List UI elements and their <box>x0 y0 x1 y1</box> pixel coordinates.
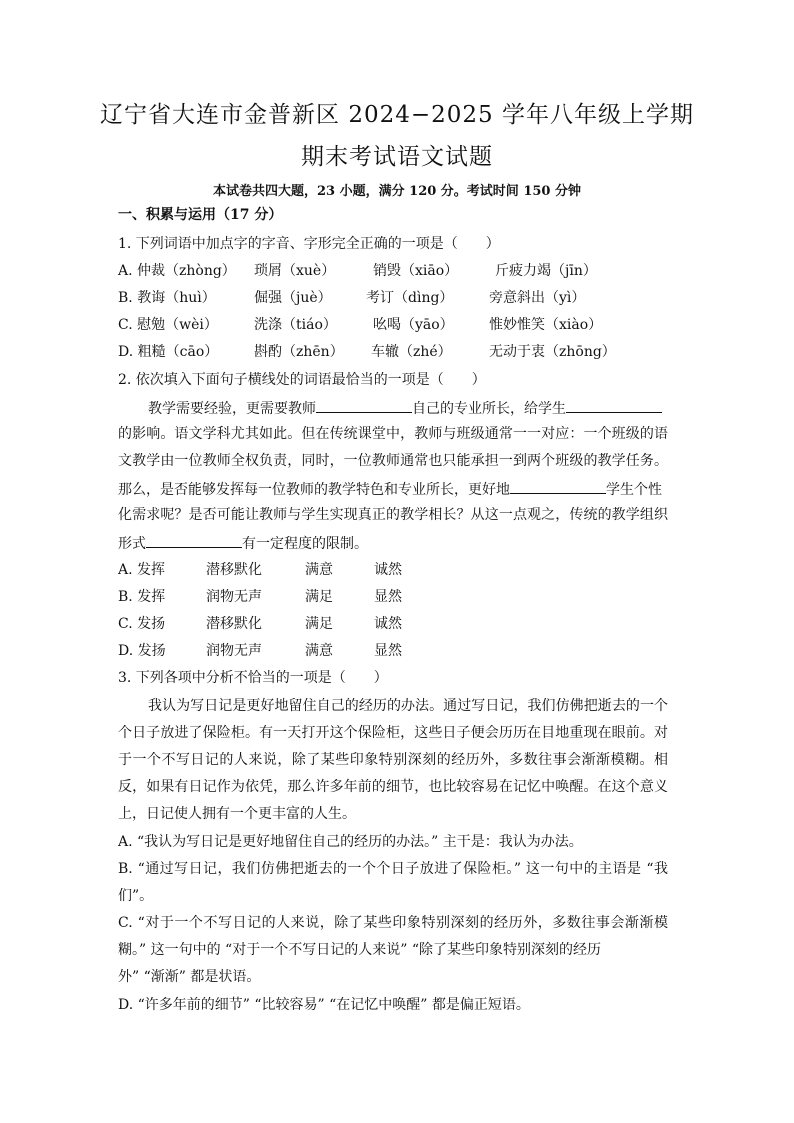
q2-option-b-item4: 显然 <box>374 589 402 605</box>
q2-option-c-item3: 满足 <box>305 616 333 632</box>
q3-option-c-line1: C. “对于一个不写日记的人来说，除了某些印象特别深刻的经历外，多数往事会渐渐模 <box>118 915 668 931</box>
q1-option-c-item2: 洗涤（tiáo） <box>254 317 337 333</box>
q3-passage-line3: 于一个不写日记的人来说，除了某些印象特别深刻的经历外，多数往事会渐渐模糊。相 <box>118 752 668 768</box>
q2-text-segment: 有一定程度的限制。 <box>242 536 368 552</box>
q2-text-segment: 那么，是否能够发挥每一位教师的教学特色和专业所长，更好地 <box>118 482 510 498</box>
q2-option-a-item2: 潜移默化 <box>206 562 262 578</box>
q1-option-c-item1: C. 慰勉（wèi） <box>118 317 218 333</box>
q1-option-a-item3: 销毁（xiāo） <box>373 263 459 279</box>
q2-option-a-item4: 诚然 <box>374 562 402 578</box>
q2-option-d-item3: 满意 <box>305 643 333 659</box>
exam-title-line1: 辽宁省大连市金普新区 2024−2025 学年八年级上学期 <box>100 102 694 128</box>
q2-text-segment: 教学需要经验，更需要教师 <box>148 401 316 417</box>
q1-option-a-item1: A. 仲裁（zhòng） <box>118 263 236 279</box>
q2-option-d-item1: D. 发扬 <box>118 643 166 659</box>
q2-option-d-item4: 显然 <box>374 643 402 659</box>
answer-blank <box>566 398 662 413</box>
q3-stem: 3. 下列各项中分析不恰当的一项是（ ） <box>118 670 388 686</box>
q1-option-a-item4: 斤疲力竭（jīn） <box>495 263 597 279</box>
q1-option-b-item1: B. 教诲（huì） <box>118 290 216 306</box>
q1-option-c-item3: 吆喝（yāo） <box>373 317 454 333</box>
q2-option-d-item2: 润物无声 <box>206 643 262 659</box>
q2-option-c-item4: 诚然 <box>374 616 402 632</box>
q2-text-segment: 学生个性 <box>606 482 662 498</box>
q3-passage-line5: 上，日记使人拥有一个更丰富的人生。 <box>118 806 356 822</box>
exam-title-line2: 期末考试语文试题 <box>301 144 493 170</box>
q3-option-a: A. “我认为写日记是更好地留住自己的经历的办法。” 主干是：我认为办法。 <box>118 834 583 850</box>
q2-stem: 2. 依次填入下面句子横线处的词语最恰当的一项是（ ） <box>118 372 486 388</box>
q2-text-segment: 形式 <box>118 536 146 552</box>
section-heading: 一、积累与运用（17 分） <box>118 207 283 223</box>
q2-passage-line6 <box>118 533 368 553</box>
exam-note: 本试卷共四大题，23 小题，满分 120 分。考试时间 150 分钟 <box>213 184 581 199</box>
answer-blank <box>316 398 412 413</box>
q2-option-b-item1: B. 发挥 <box>118 589 166 605</box>
q2-passage-line2: 的影响。语文学科尤其如此。但在传统课堂中，教师与班级通常一一对应：一个班级的语 <box>118 426 668 442</box>
q2-passage-line3: 文教学由一位教师全权负责，同时，一位教师通常也只能承担一到两个班级的教学任务。 <box>118 453 668 469</box>
answer-blank <box>146 533 242 548</box>
q3-option-b-line2: 们”。 <box>118 888 154 904</box>
q1-option-b-item3: 考订（dìng） <box>366 290 454 306</box>
q2-option-a-item1: A. 发挥 <box>118 562 166 578</box>
q1-option-b-item2: 倔强（juè） <box>254 290 332 306</box>
q2-option-c-item2: 潜移默化 <box>206 616 262 632</box>
q3-passage-line1: 我认为写日记是更好地留住自己的经历的办法。通过写日记，我们仿佛把逝去的一个 <box>148 698 668 714</box>
q1-option-d-item3: 车辙（zhé） <box>371 344 452 360</box>
q2-passage-line4 <box>118 479 662 499</box>
q3-option-c-line3: 外” “渐渐” 都是状语。 <box>118 969 261 985</box>
q2-option-c-item1: C. 发扬 <box>118 616 166 632</box>
q2-passage-line1 <box>148 398 662 418</box>
answer-blank <box>510 479 606 494</box>
q2-option-a-item3: 满意 <box>305 562 333 578</box>
q1-option-d-item1: D. 粗糙（cāo） <box>118 344 219 360</box>
q3-passage-line2: 个日子放进了保险柜。有一天打开这个保险柜，这些日子便会历历在目地重现在眼前。对 <box>118 725 668 741</box>
q1-stem: 1. 下列词语中加点字的字音、字形完全正确的一项是（ ） <box>118 236 500 252</box>
q3-option-d: D. “许多年前的细节” “比较容易” “在记忆中唤醒” 都是偏正短语。 <box>118 997 530 1013</box>
q3-option-c-line2: 糊。” 这一句中的 “对于一个不写日记的人来说” “除了某些印象特别深刻的经历 <box>118 942 601 958</box>
q1-option-a-item2: 琐屑（xuè） <box>254 263 336 279</box>
q1-option-d-item4: 无动于衷（zhōng） <box>489 344 616 360</box>
q2-option-b-item3: 满足 <box>305 589 333 605</box>
q1-option-c-item4: 惟妙惟笑（xiào） <box>489 317 603 333</box>
q1-option-b-item4: 旁意斜出（yì） <box>489 290 586 306</box>
q2-passage-line5: 化需求呢？是否可能让教师与学生实现真正的教学相长？从这一点观之，传统的教学组织 <box>118 507 668 523</box>
q3-passage-line4: 反，如果有日记作为依凭，那么许多年前的细节，也比较容易在记忆中唤醒。在这个意义 <box>118 779 668 795</box>
q3-option-b-line1: B. “通过写日记，我们仿佛把逝去的一个个日子放进了保险柜。” 这一句中的主语是 “我 <box>118 861 668 877</box>
q1-option-d-item2: 斟酌（zhēn） <box>254 344 344 360</box>
q2-option-b-item2: 润物无声 <box>206 589 262 605</box>
q2-text-segment: 自己的专业所长，给学生 <box>412 401 566 417</box>
